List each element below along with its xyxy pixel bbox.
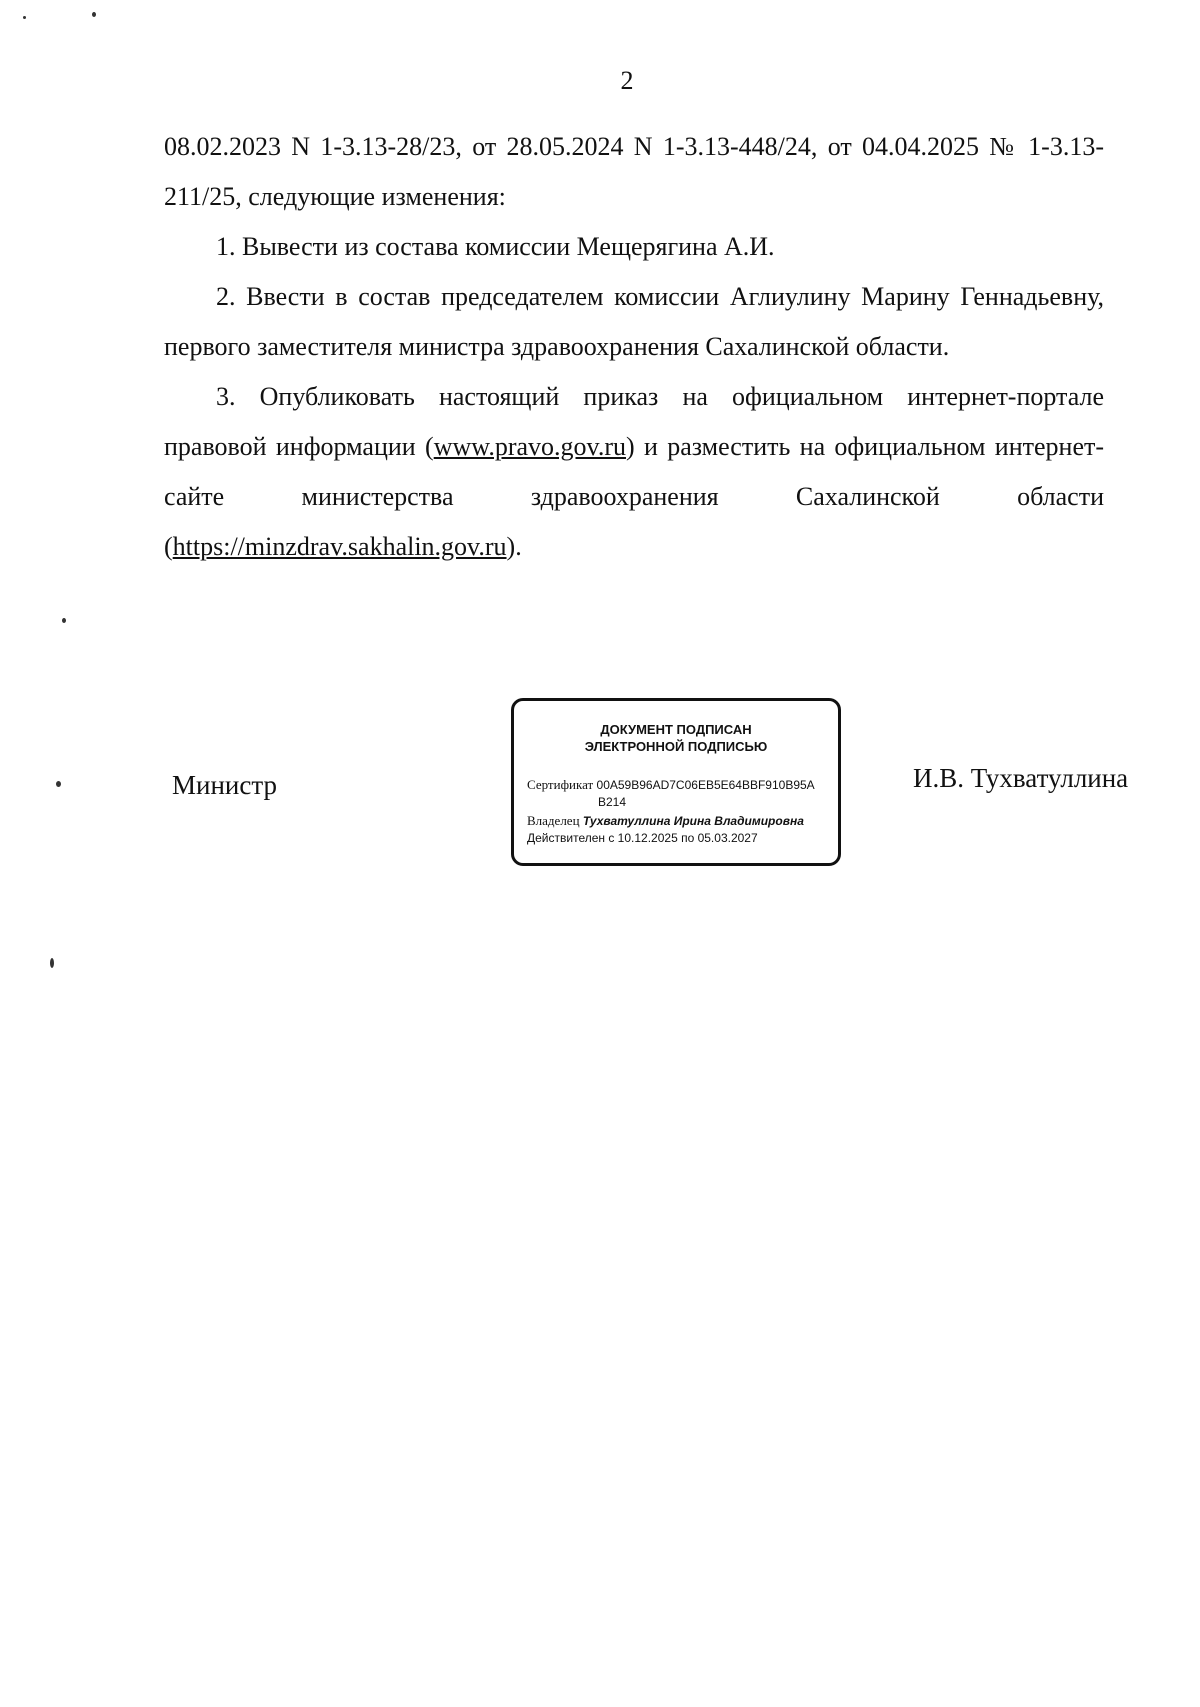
paragraph-item-3-text-middle: ) и разместить на официальном интернет-сайте министерства здравоохранения Сахалинской области ( [164,432,1105,561]
paragraph-item-3-text-start: 3. Опубликовать настоящий приказ на официальном интернет-портале правовой информации ( [164,382,1104,461]
paragraph-item-3-text-end: ). [506,532,522,561]
paragraph-amendment-references: 08.02.2023 N 1-3.13-28/23, от 28.05.2024 N 1-3.13-448/24, от 04.04.2025 № 1-3.13-211/25, следующие изменения: [164,132,1104,211]
scan-speck [92,12,96,17]
stamp-certificate [527,777,815,793]
stamp-certificate-continuation: B214 [598,795,627,809]
signer-name: И.В. Тухватуллина [913,763,1129,793]
scan-speck [62,618,66,623]
signer-role: Министр [172,770,277,800]
stamp-certificate-label: Сертификат [527,777,594,792]
stamp-title [514,721,838,755]
pravo-link[interactable]: www.pravo.gov.ru [433,432,627,461]
minzdrav-link[interactable]: https://minzdrav.sakhalin.gov.ru [172,532,507,561]
document-body [164,122,1104,572]
scan-speck [56,781,61,787]
paragraph-item-3 [164,372,1104,572]
stamp-title-line-1: ДОКУМЕНТ ПОДПИСАН [600,722,752,737]
stamp-certificate-value: 00A59B96AD7C06EB5E64BBF910B95A [596,778,815,792]
scan-speck [23,16,26,19]
stamp-owner-label: Владелец [527,813,580,828]
stamp-owner [527,813,804,829]
stamp-validity: Действителен с 10.12.2025 по 05.03.2027 [527,831,758,845]
stamp-title-line-2: ЭЛЕКТРОННОЙ ПОДПИСЬЮ [584,739,768,754]
paragraph-item-1: 1. Вывести из состава комиссии Мещерягина А.И. [216,232,775,261]
electronic-signature-stamp [511,698,841,866]
scan-speck [50,958,54,968]
paragraph-item-2: 2. Ввести в состав председателем комиссии Аглиулину Марину Геннадьевну, первого заместителя министра здравоохранения Сахалинской области. [164,282,1104,361]
page-number: 2 [620,66,634,95]
stamp-owner-value: Тухватуллина Ирина Владимировна [582,814,804,828]
